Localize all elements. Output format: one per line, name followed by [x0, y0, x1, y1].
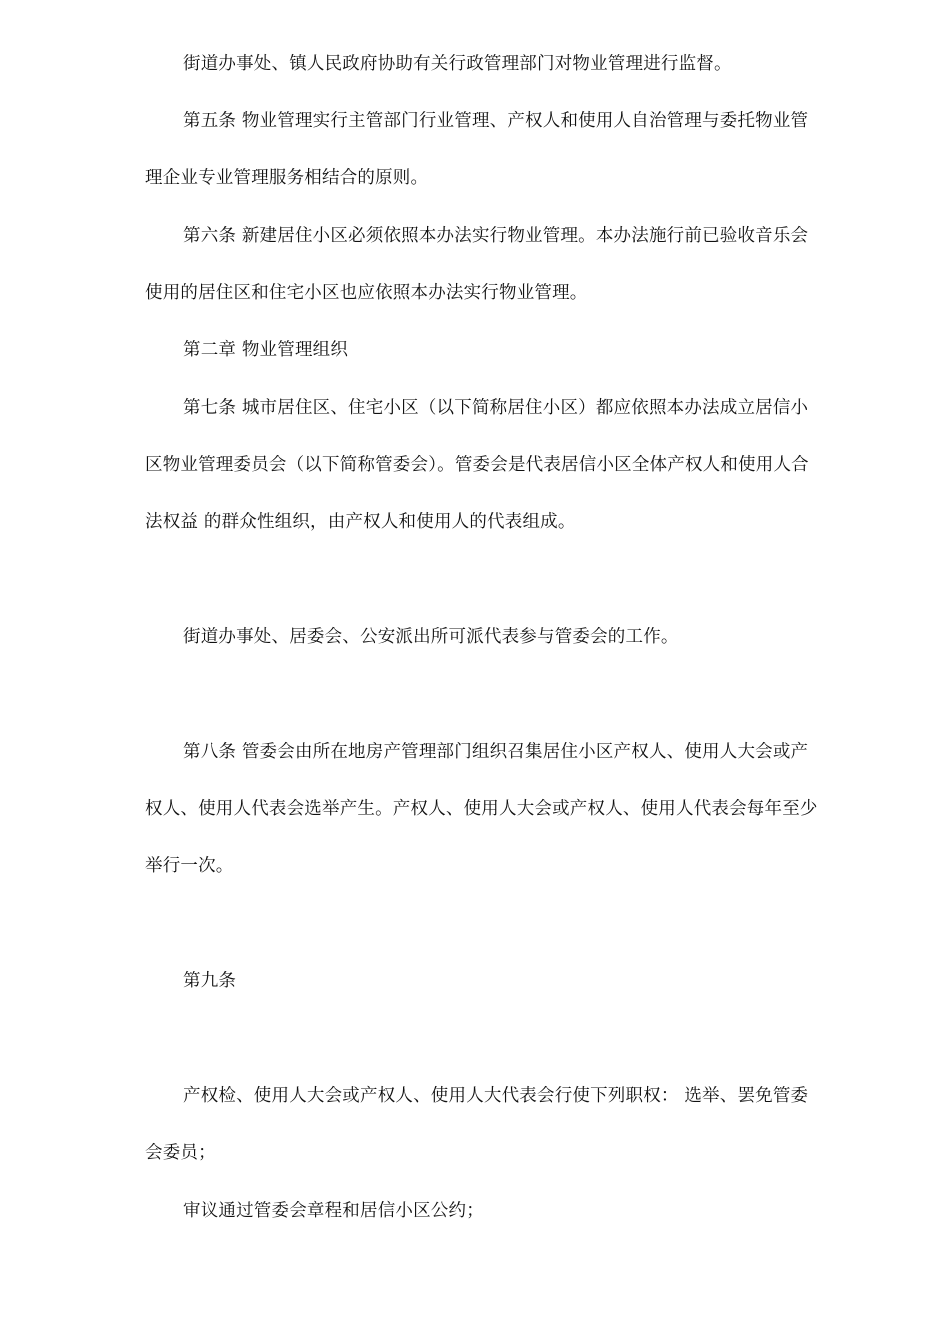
article-7-heading-line: 第七条 城市居住区、住宅小区（以下简称居住小区）都应依照本办法成立居信小	[183, 398, 809, 418]
paragraph-line: 使用的居住区和住宅小区也应依照本办法实行物业管理。	[145, 283, 588, 303]
paragraph-line: 举行一次。	[145, 856, 234, 876]
paragraph-line: 街道办事处、居委会、公安派出所可派代表参与管委会的工作。	[183, 627, 679, 647]
paragraph-line: 产权检、使用人大会或产权人、使用人大代表会行使下列职权： 选举、罢免管委	[183, 1086, 809, 1106]
chapter-2-heading: 第二章 物业管理组织	[183, 340, 349, 360]
article-9-heading: 第九条	[183, 971, 237, 991]
paragraph-line: 街道办事处、镇人民政府协助有关行政管理部门对物业管理进行监督。	[183, 54, 732, 74]
paragraph-line: 法权益 的群众性组织，由产权人和使用人的代表组成。	[145, 512, 576, 532]
paragraph-line: 区物业管理委员会（以下简称管委会）。管委会是代表居信小区全体产权人和使用人合	[145, 455, 809, 475]
paragraph-line: 权人、使用人代表会选举产生。产权人、使用人大会或产权人、使用人代表会每年至少	[145, 799, 818, 819]
paragraph-line: 会委员；	[145, 1143, 216, 1163]
paragraph-line: 理企业专业管理服务相结合的原则。	[145, 168, 429, 188]
paragraph-line: 审议通过管委会章程和居信小区公约；	[183, 1201, 484, 1221]
article-5-heading-line: 第五条 物业管理实行主管部门行业管理、产权人和使用人自治管理与委托物业管	[183, 111, 809, 131]
article-8-heading-line: 第八条 管委会由所在地房产管理部门组织召集居住小区产权人、使用人大会或产	[183, 742, 809, 762]
article-6-heading-line: 第六条 新建居住小区必须依照本办法实行物业管理。本办法施行前已验收音乐会	[183, 226, 809, 246]
